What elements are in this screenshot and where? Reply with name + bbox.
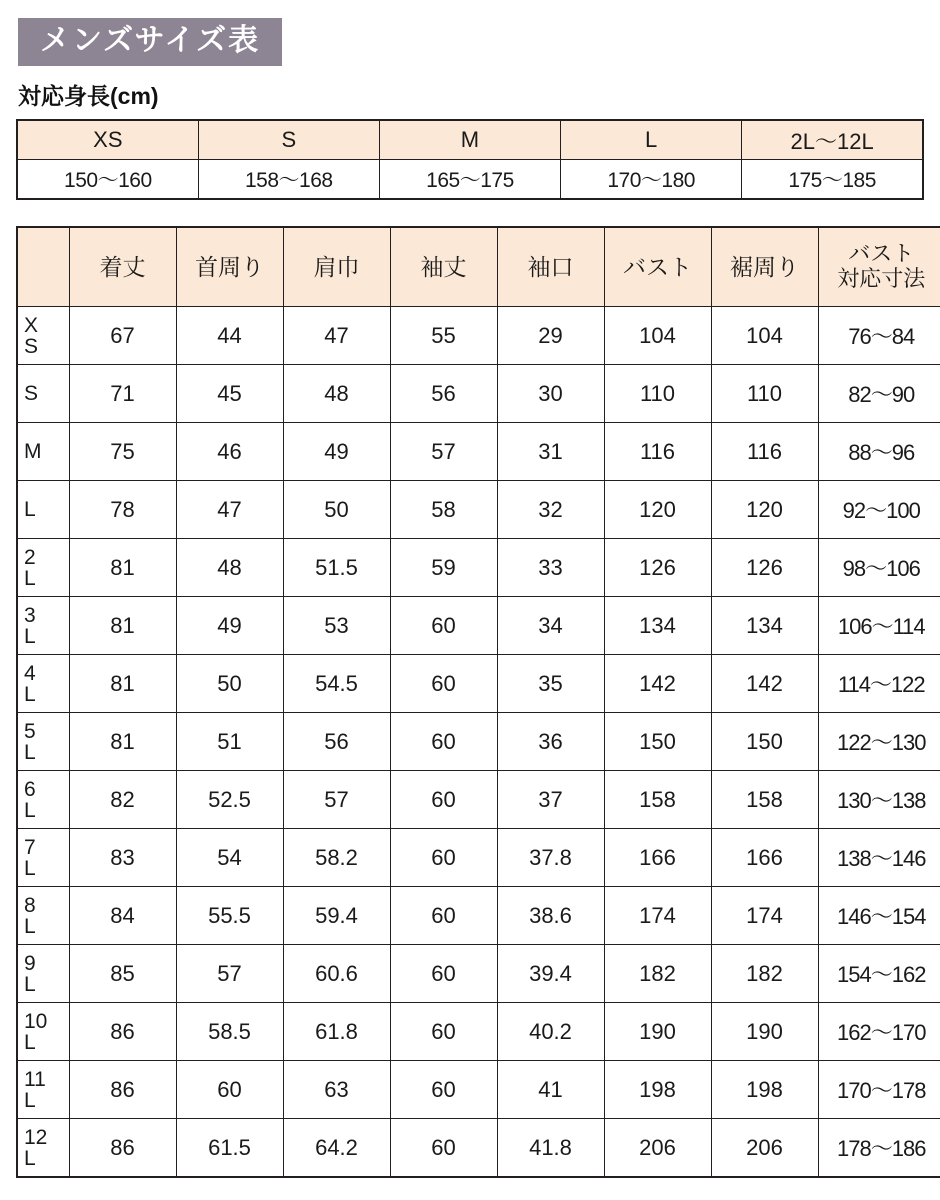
- cell-value: 31: [497, 423, 604, 481]
- cell-value: 84: [69, 887, 176, 945]
- height-size-header: L: [561, 120, 742, 160]
- cell-value: 57: [283, 771, 390, 829]
- cell-bust-fit-range: 98〜106: [818, 539, 940, 597]
- cell-value: 67: [69, 307, 176, 365]
- height-size-header: M: [379, 120, 560, 160]
- measurement-col-header-susomawari: 裾周り: [711, 227, 818, 307]
- row-size-label: [17, 307, 69, 365]
- row-size-line1: 3: [24, 603, 36, 627]
- cell-value: 47: [176, 481, 283, 539]
- cell-value: 81: [69, 539, 176, 597]
- cell-value: 38.6: [497, 887, 604, 945]
- cell-value: 56: [283, 713, 390, 771]
- cell-value: 110: [604, 365, 711, 423]
- cell-value: 81: [69, 655, 176, 713]
- cell-value: 60: [390, 1061, 497, 1119]
- cell-value: 64.2: [283, 1119, 390, 1178]
- cell-value: 59: [390, 539, 497, 597]
- cell-bust-fit-range: 170〜178: [818, 1061, 940, 1119]
- cell-value: 206: [604, 1119, 711, 1178]
- cell-bust-fit-range: 88〜96: [818, 423, 940, 481]
- cell-bust-fit-range: 138〜146: [818, 829, 940, 887]
- table-row: [17, 365, 940, 423]
- cell-value: 71: [69, 365, 176, 423]
- cell-value: 33: [497, 539, 604, 597]
- measurement-col-header-sodetake: 袖丈: [390, 227, 497, 307]
- cell-value: 48: [283, 365, 390, 423]
- cell-value: 104: [711, 307, 818, 365]
- cell-value: 150: [711, 713, 818, 771]
- measurement-col-header-kitake: 着丈: [69, 227, 176, 307]
- cell-value: 120: [711, 481, 818, 539]
- cell-value: 32: [497, 481, 604, 539]
- cell-bust-fit-range: 106〜114: [818, 597, 940, 655]
- cell-value: 30: [497, 365, 604, 423]
- row-size-line2: L: [24, 740, 36, 764]
- cell-value: 60: [390, 829, 497, 887]
- cell-value: 86: [69, 1061, 176, 1119]
- row-size-label: [17, 481, 69, 539]
- cell-value: 59.4: [283, 887, 390, 945]
- cell-value: 190: [604, 1003, 711, 1061]
- measurement-col-header-bust-fit: [818, 227, 940, 307]
- cell-value: 61.8: [283, 1003, 390, 1061]
- cell-value: 134: [604, 597, 711, 655]
- row-size-line2: L: [24, 566, 36, 590]
- table-row: [17, 887, 940, 945]
- row-size-line2: L: [24, 1088, 36, 1112]
- cell-value: 60: [390, 597, 497, 655]
- row-size-label: [17, 1003, 69, 1061]
- cell-bust-fit-range: 82〜90: [818, 365, 940, 423]
- cell-bust-fit-range: 146〜154: [818, 887, 940, 945]
- table-row: [17, 539, 940, 597]
- measurement-col-header-sodeguchi: 袖口: [497, 227, 604, 307]
- height-size-header: 2L〜12L: [742, 120, 923, 160]
- row-size-line1: M: [24, 440, 42, 463]
- cell-bust-fit-range: 130〜138: [818, 771, 940, 829]
- row-size-line1: 12: [24, 1125, 48, 1149]
- table-row: [17, 1119, 940, 1178]
- row-size-line1: 2: [24, 545, 36, 569]
- row-size-line1: 9: [24, 951, 36, 975]
- cell-value: 50: [176, 655, 283, 713]
- row-size-label: [17, 771, 69, 829]
- row-size-label: [17, 539, 69, 597]
- bust-fit-line1: バスト: [848, 241, 915, 267]
- cell-value: 166: [711, 829, 818, 887]
- measurement-table-body: [17, 307, 940, 1178]
- cell-value: 46: [176, 423, 283, 481]
- row-size-line1: 5: [24, 719, 36, 743]
- cell-value: 85: [69, 945, 176, 1003]
- cell-value: 44: [176, 307, 283, 365]
- cell-value: 158: [604, 771, 711, 829]
- row-size-line2: L: [24, 972, 36, 996]
- cell-value: 83: [69, 829, 176, 887]
- cell-value: 49: [176, 597, 283, 655]
- cell-value: 56: [390, 365, 497, 423]
- bust-fit-line2: 対応寸法: [837, 266, 926, 291]
- table-row: [17, 597, 940, 655]
- cell-bust-fit-range: 162〜170: [818, 1003, 940, 1061]
- row-size-line2: L: [24, 682, 36, 706]
- table-row: [17, 1003, 940, 1061]
- cell-value: 57: [176, 945, 283, 1003]
- cell-value: 81: [69, 713, 176, 771]
- cell-value: 49: [283, 423, 390, 481]
- row-size-line1: L: [24, 498, 36, 521]
- cell-bust-fit-range: 76〜84: [818, 307, 940, 365]
- cell-value: 58.2: [283, 829, 390, 887]
- height-section-label: 対応身長(cm): [18, 83, 159, 109]
- cell-value: 52.5: [176, 771, 283, 829]
- height-range-cell: 165〜175: [379, 160, 560, 200]
- cell-value: 51: [176, 713, 283, 771]
- cell-value: 55.5: [176, 887, 283, 945]
- row-size-line2: S: [24, 334, 39, 358]
- measurement-table-wrapper: [16, 226, 940, 1178]
- row-size-line2: L: [24, 914, 36, 938]
- height-range-cell: 150〜160: [17, 160, 198, 200]
- row-size-label: [17, 1061, 69, 1119]
- cell-bust-fit-range: 114〜122: [818, 655, 940, 713]
- row-size-line2: L: [24, 1146, 36, 1170]
- height-size-header: XS: [17, 120, 198, 160]
- cell-value: 41: [497, 1061, 604, 1119]
- cell-value: 54.5: [283, 655, 390, 713]
- row-size-line1: 7: [24, 835, 36, 859]
- table-row: [17, 655, 940, 713]
- table-row: [17, 423, 940, 481]
- row-size-label: [17, 365, 69, 423]
- cell-value: 81: [69, 597, 176, 655]
- cell-value: 63: [283, 1061, 390, 1119]
- cell-value: 53: [283, 597, 390, 655]
- cell-value: 150: [604, 713, 711, 771]
- row-size-label: [17, 829, 69, 887]
- row-size-label: [17, 423, 69, 481]
- table-row: [17, 1061, 940, 1119]
- cell-value: 55: [390, 307, 497, 365]
- row-size-label: [17, 1119, 69, 1178]
- cell-value: 54: [176, 829, 283, 887]
- height-table-row: [17, 160, 923, 200]
- cell-value: 37.8: [497, 829, 604, 887]
- row-size-line1: 8: [24, 893, 36, 917]
- cell-value: 51.5: [283, 539, 390, 597]
- cell-value: 86: [69, 1003, 176, 1061]
- table-row: [17, 481, 940, 539]
- cell-bust-fit-range: 122〜130: [818, 713, 940, 771]
- table-row: [17, 307, 940, 365]
- cell-value: 60: [390, 1119, 497, 1178]
- cell-value: 174: [604, 887, 711, 945]
- height-table: [16, 119, 924, 200]
- cell-value: 61.5: [176, 1119, 283, 1178]
- cell-value: 36: [497, 713, 604, 771]
- cell-value: 78: [69, 481, 176, 539]
- cell-value: 104: [604, 307, 711, 365]
- cell-value: 37: [497, 771, 604, 829]
- row-size-line1: X: [24, 313, 39, 337]
- table-row: [17, 771, 940, 829]
- cell-value: 50: [283, 481, 390, 539]
- cell-value: 82: [69, 771, 176, 829]
- row-size-line1: 4: [24, 661, 36, 685]
- measurement-col-header-katahaba: 肩巾: [283, 227, 390, 307]
- cell-value: 60: [176, 1061, 283, 1119]
- cell-value: 86: [69, 1119, 176, 1178]
- table-row: [17, 945, 940, 1003]
- cell-value: 41.8: [497, 1119, 604, 1178]
- row-size-label: [17, 597, 69, 655]
- row-size-line2: L: [24, 798, 36, 822]
- cell-value: 57: [390, 423, 497, 481]
- height-range-cell: 170〜180: [561, 160, 742, 200]
- cell-bust-fit-range: 178〜186: [818, 1119, 940, 1178]
- cell-value: 198: [711, 1061, 818, 1119]
- row-size-label: [17, 945, 69, 1003]
- measurement-corner-cell: [17, 227, 69, 307]
- cell-value: 60: [390, 887, 497, 945]
- cell-value: 60.6: [283, 945, 390, 1003]
- cell-value: 45: [176, 365, 283, 423]
- cell-value: 142: [604, 655, 711, 713]
- cell-value: 158: [711, 771, 818, 829]
- cell-value: 60: [390, 945, 497, 1003]
- cell-value: 39.4: [497, 945, 604, 1003]
- cell-value: 40.2: [497, 1003, 604, 1061]
- page-title: メンズサイズ表: [18, 18, 282, 66]
- table-row: [17, 829, 940, 887]
- cell-value: 29: [497, 307, 604, 365]
- cell-value: 126: [604, 539, 711, 597]
- cell-value: 60: [390, 1003, 497, 1061]
- row-size-line2: L: [24, 1030, 36, 1054]
- row-size-line1: 6: [24, 777, 36, 801]
- row-size-line1: 10: [24, 1009, 48, 1033]
- row-size-label: [17, 887, 69, 945]
- measurement-table: [16, 226, 940, 1178]
- cell-value: 126: [711, 539, 818, 597]
- cell-value: 60: [390, 713, 497, 771]
- cell-value: 116: [711, 423, 818, 481]
- cell-value: 182: [604, 945, 711, 1003]
- cell-value: 47: [283, 307, 390, 365]
- row-size-label: [17, 713, 69, 771]
- cell-value: 206: [711, 1119, 818, 1178]
- height-range-cell: 175〜185: [742, 160, 923, 200]
- cell-value: 142: [711, 655, 818, 713]
- cell-value: 75: [69, 423, 176, 481]
- table-row: [17, 713, 940, 771]
- cell-value: 60: [390, 655, 497, 713]
- row-size-line1: 11: [24, 1067, 46, 1091]
- height-range-cell: 158〜168: [198, 160, 379, 200]
- cell-bust-fit-range: 92〜100: [818, 481, 940, 539]
- cell-value: 198: [604, 1061, 711, 1119]
- row-size-line2: L: [24, 624, 36, 648]
- row-size-label: [17, 655, 69, 713]
- cell-value: 60: [390, 771, 497, 829]
- cell-value: 166: [604, 829, 711, 887]
- height-size-header: S: [198, 120, 379, 160]
- cell-value: 116: [604, 423, 711, 481]
- cell-value: 190: [711, 1003, 818, 1061]
- row-size-line1: S: [24, 382, 39, 405]
- height-table-header-row: [17, 120, 923, 160]
- cell-value: 48: [176, 539, 283, 597]
- cell-value: 120: [604, 481, 711, 539]
- cell-value: 35: [497, 655, 604, 713]
- row-size-line2: L: [24, 856, 36, 880]
- cell-value: 182: [711, 945, 818, 1003]
- cell-value: 34: [497, 597, 604, 655]
- measurement-col-header-bust: バスト: [604, 227, 711, 307]
- measurement-col-header-kubimawari: 首周り: [176, 227, 283, 307]
- cell-value: 58: [390, 481, 497, 539]
- cell-value: 174: [711, 887, 818, 945]
- measurement-header-row: [17, 227, 940, 307]
- cell-bust-fit-range: 154〜162: [818, 945, 940, 1003]
- cell-value: 110: [711, 365, 818, 423]
- cell-value: 134: [711, 597, 818, 655]
- cell-value: 58.5: [176, 1003, 283, 1061]
